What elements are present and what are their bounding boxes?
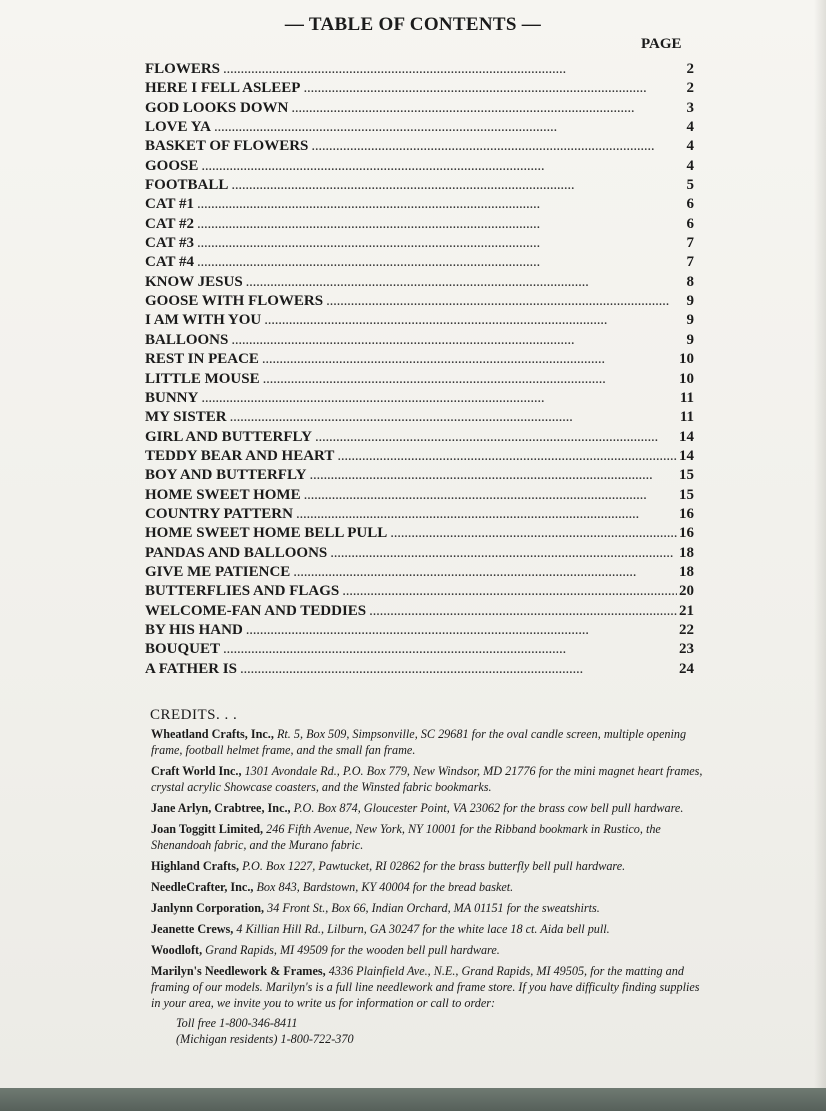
dot-leader xyxy=(330,544,677,563)
dot-leader xyxy=(223,60,684,79)
toc-entry-title: CAT #1 xyxy=(145,196,195,213)
dot-leader xyxy=(309,466,677,485)
toc-entry-page: 2 xyxy=(686,80,694,97)
credit-details: P.O. Box 874, Gloucester Point, VA 23062 for the brass cow bell pull hardware. xyxy=(290,801,684,815)
dot-leader xyxy=(246,621,677,640)
toc-entry-page: 8 xyxy=(686,273,694,290)
toc-entry xyxy=(145,137,694,156)
dot-leader xyxy=(197,253,684,272)
toc-entry-title: CAT #3 xyxy=(145,235,195,252)
toc-entry-page: 4 xyxy=(686,157,694,174)
dot-leader xyxy=(214,118,685,137)
toc-entry xyxy=(145,157,694,176)
dot-leader xyxy=(264,311,684,330)
dot-leader xyxy=(369,602,677,621)
toc-entry-title: BUTTERFLIES AND FLAGS xyxy=(145,583,340,600)
toc-entry-page: 11 xyxy=(679,409,694,426)
credit-entry xyxy=(151,726,703,758)
toc-entry-title: A FATHER IS xyxy=(145,660,237,677)
credit-details: 4336 Plainfield Ave., N.E., Grand Rapids, MI 49505, for the matting and framing of our models. Marilyn's is a full line needlework and frame store. If you have difficulty finding supplies in your area, we invite you to write us for information or call to order: xyxy=(151,964,700,1010)
credit-entry xyxy=(151,900,703,916)
toc-entry xyxy=(145,176,694,195)
table-of-contents xyxy=(145,60,694,679)
toc-entry-title: REST IN PEACE xyxy=(145,351,259,368)
credits-list xyxy=(151,726,703,1047)
toc-entry-title: HOME SWEET HOME xyxy=(145,486,301,503)
toc-entry-title: BY HIS HAND xyxy=(145,621,243,638)
toc-entry xyxy=(145,234,694,253)
toc-entry-page: 6 xyxy=(686,196,694,213)
toc-entry xyxy=(145,505,694,524)
credit-details: 4 Killian Hill Rd., Lilburn, GA 30247 for the white lace 18 ct. Aida bell pull. xyxy=(233,922,610,936)
toc-entry xyxy=(145,544,694,563)
toc-entry-page: 18 xyxy=(679,563,694,580)
toc-entry xyxy=(145,389,694,408)
toc-entry xyxy=(145,292,694,311)
credit-entry xyxy=(151,821,703,853)
toc-entry xyxy=(145,60,694,79)
dot-leader xyxy=(201,157,684,176)
toc-entry-page: 7 xyxy=(686,235,694,252)
credit-details: 34 Front St., Box 66, Indian Orchard, MA 01151 for the sweatshirts. xyxy=(264,901,600,915)
toc-entry-page: 10 xyxy=(679,351,694,368)
credit-company-name: Jane Arlyn, Crabtree, Inc., xyxy=(151,801,291,815)
toc-entry xyxy=(145,466,694,485)
toc-entry-title: MY SISTER xyxy=(145,409,227,426)
dot-leader xyxy=(263,370,677,389)
toc-entry xyxy=(145,118,694,137)
toc-entry xyxy=(145,215,694,234)
credit-company-name: Wheatland Crafts, Inc., xyxy=(151,727,274,741)
toc-entry-page: 4 xyxy=(686,138,694,155)
contact-michigan: (Michigan residents) 1-800-722-370 xyxy=(176,1031,354,1046)
toc-entry-title: GIRL AND BUTTERFLY xyxy=(145,428,312,445)
toc-entry xyxy=(145,408,694,427)
dot-leader xyxy=(223,640,677,659)
credit-entry xyxy=(151,963,703,1011)
dot-leader xyxy=(230,408,678,427)
toc-entry-page: 16 xyxy=(679,525,694,542)
toc-entry-title: FLOWERS xyxy=(145,61,221,77)
toc-entry-page: 9 xyxy=(686,331,694,348)
toc-entry-title: BOY AND BUTTERFLY xyxy=(145,467,307,484)
dot-leader xyxy=(246,273,685,292)
dot-leader xyxy=(342,582,677,601)
toc-entry-page: 21 xyxy=(679,602,694,619)
toc-entry xyxy=(145,486,694,505)
toc-entry xyxy=(145,350,694,369)
page-column-heading: PAGE xyxy=(641,36,682,52)
dot-leader xyxy=(240,660,677,679)
dot-leader xyxy=(390,524,677,543)
toc-entry-title: TEDDY BEAR AND HEART xyxy=(145,447,335,464)
dot-leader xyxy=(326,292,684,311)
toc-entry-page: 22 xyxy=(679,621,694,638)
toc-entry xyxy=(145,582,694,601)
credits-heading: CREDITS. . . xyxy=(150,707,238,723)
toc-entry-page: 7 xyxy=(686,254,694,271)
toc-entry-page: 15 xyxy=(679,486,694,503)
toc-entry-title: CAT #2 xyxy=(145,215,195,232)
credit-company-name: Woodloft, xyxy=(151,943,203,957)
toc-entry-page: 23 xyxy=(679,641,694,658)
toc-entry xyxy=(145,273,694,292)
toc-entry-title: FOOTBALL xyxy=(145,177,229,194)
credit-details: Box 843, Bardstown, KY 40004 for the bread basket. xyxy=(253,880,514,894)
dot-leader xyxy=(293,563,677,582)
contact-toll-free: Toll free 1-800-346-8411 xyxy=(176,1016,298,1030)
dot-leader xyxy=(296,505,677,524)
toc-entry xyxy=(145,331,694,350)
toc-entry-title: I AM WITH YOU xyxy=(145,312,262,329)
page-edge-shadow xyxy=(814,0,826,1088)
toc-entry-title: GOD LOOKS DOWN xyxy=(145,99,289,116)
toc-entry xyxy=(145,428,694,447)
toc-entry-title: HERE I FELL ASLEEP xyxy=(145,80,301,97)
credit-entry xyxy=(151,942,703,958)
toc-entry xyxy=(145,370,694,389)
toc-entry xyxy=(145,660,694,679)
page-title: — TABLE OF CONTENTS — xyxy=(284,14,542,35)
dot-leader xyxy=(291,99,684,118)
toc-entry-page: 4 xyxy=(686,119,694,136)
dot-leader xyxy=(201,389,677,408)
toc-entry-title: CAT #4 xyxy=(145,254,195,271)
dot-leader xyxy=(315,428,677,447)
credit-entry xyxy=(151,763,703,795)
toc-entry xyxy=(145,524,694,543)
credit-company-name: Highland Crafts, xyxy=(151,859,240,873)
toc-entry xyxy=(145,99,694,118)
toc-entry-title: LITTLE MOUSE xyxy=(145,370,260,387)
toc-entry-title: BUNNY xyxy=(145,389,199,406)
credit-details: P.O. Box 1227, Pawtucket, RI 02862 for the brass butterfly bell pull hardware. xyxy=(239,859,626,873)
toc-entry xyxy=(145,640,694,659)
dot-leader xyxy=(197,195,684,214)
toc-entry xyxy=(145,195,694,214)
toc-entry xyxy=(145,311,694,330)
toc-entry-title: BASKET OF FLOWERS xyxy=(145,138,309,155)
toc-entry-title: COUNTRY PATTERN xyxy=(145,505,293,522)
toc-entry-title: LOVE YA xyxy=(145,119,211,136)
dot-leader xyxy=(311,137,684,156)
credit-details: 246 Fifth Avenue, New York, NY 10001 for the Ribband bookmark in Rustico, the Shenandoah fabric, and the Murano fabric. xyxy=(151,822,661,852)
toc-entry-page: 14 xyxy=(679,428,694,445)
toc-entry-page: 20 xyxy=(679,583,694,600)
toc-entry-title: PANDAS AND BALLOONS xyxy=(145,544,328,561)
toc-entry xyxy=(145,621,694,640)
dot-leader xyxy=(231,176,684,195)
credit-entry xyxy=(151,800,703,816)
toc-entry-title: HOME SWEET HOME BELL PULL xyxy=(145,525,388,542)
toc-entry-page: 18 xyxy=(679,544,694,561)
toc-entry-title: GOOSE WITH FLOWERS xyxy=(145,293,324,310)
toc-entry-page: 14 xyxy=(679,447,694,464)
dot-leader xyxy=(304,486,677,505)
toc-entry-page: 9 xyxy=(686,293,694,310)
credit-company-name: Joan Toggitt Limited, xyxy=(151,822,264,836)
credit-company-name: Janlynn Corporation, xyxy=(151,901,265,915)
toc-entry-page: 16 xyxy=(679,505,694,522)
toc-entry-page: 24 xyxy=(679,660,694,677)
credit-details: 1301 Avondale Rd., P.O. Box 779, New Windsor, MD 21776 for the mini magnet heart frames, crystal acrylic Showcase coasters, and the Winsted fabric bookmarks. xyxy=(151,764,703,794)
dot-leader xyxy=(337,447,677,466)
toc-entry-page: 15 xyxy=(679,467,694,484)
dot-leader xyxy=(303,79,684,98)
toc-entry-title: BOUQUET xyxy=(145,641,221,658)
dot-leader xyxy=(262,350,677,369)
toc-entry-title: BALLOONS xyxy=(145,331,229,348)
toc-entry-title: GIVE ME PATIENCE xyxy=(145,563,291,580)
toc-entry-title: KNOW JESUS xyxy=(145,273,243,290)
credit-company-name: NeedleCrafter, Inc., xyxy=(151,880,254,894)
toc-entry xyxy=(145,602,694,621)
credit-company-name: Craft World Inc., xyxy=(151,764,242,778)
toc-entry-page: 10 xyxy=(679,370,694,387)
toc-entry-page: 9 xyxy=(686,312,694,329)
toc-entry-title: WELCOME-FAN AND TEDDIES xyxy=(145,602,367,619)
credit-entry xyxy=(151,858,703,874)
toc-entry-page: 5 xyxy=(686,177,694,194)
dot-leader xyxy=(231,331,684,350)
credit-details: Grand Rapids, MI 49509 for the wooden bell pull hardware. xyxy=(202,943,500,957)
dot-leader xyxy=(197,215,684,234)
toc-entry-page: 2 xyxy=(686,61,694,77)
credit-company-name: Marilyn's Needlework & Frames, xyxy=(151,964,326,978)
toc-entry xyxy=(145,79,694,98)
toc-entry xyxy=(145,253,694,272)
credit-company-name: Jeanette Crews, xyxy=(151,922,234,936)
toc-entry-page: 3 xyxy=(686,99,694,116)
credit-entry xyxy=(151,879,703,895)
toc-entry-page: 11 xyxy=(679,389,694,406)
credit-details: Rt. 5, Box 509, Simpsonville, SC 29681 for the oval candle screen, multiple opening frame, football helmet frame, and the small fan frame. xyxy=(151,727,687,757)
toc-entry xyxy=(145,447,694,466)
toc-entry-page: 6 xyxy=(686,215,694,232)
dot-leader xyxy=(197,234,684,253)
scanner-bottom-band xyxy=(0,1088,826,1111)
toc-entry xyxy=(145,563,694,582)
toc-entry-title: GOOSE xyxy=(145,157,199,174)
credit-entry xyxy=(151,921,703,937)
